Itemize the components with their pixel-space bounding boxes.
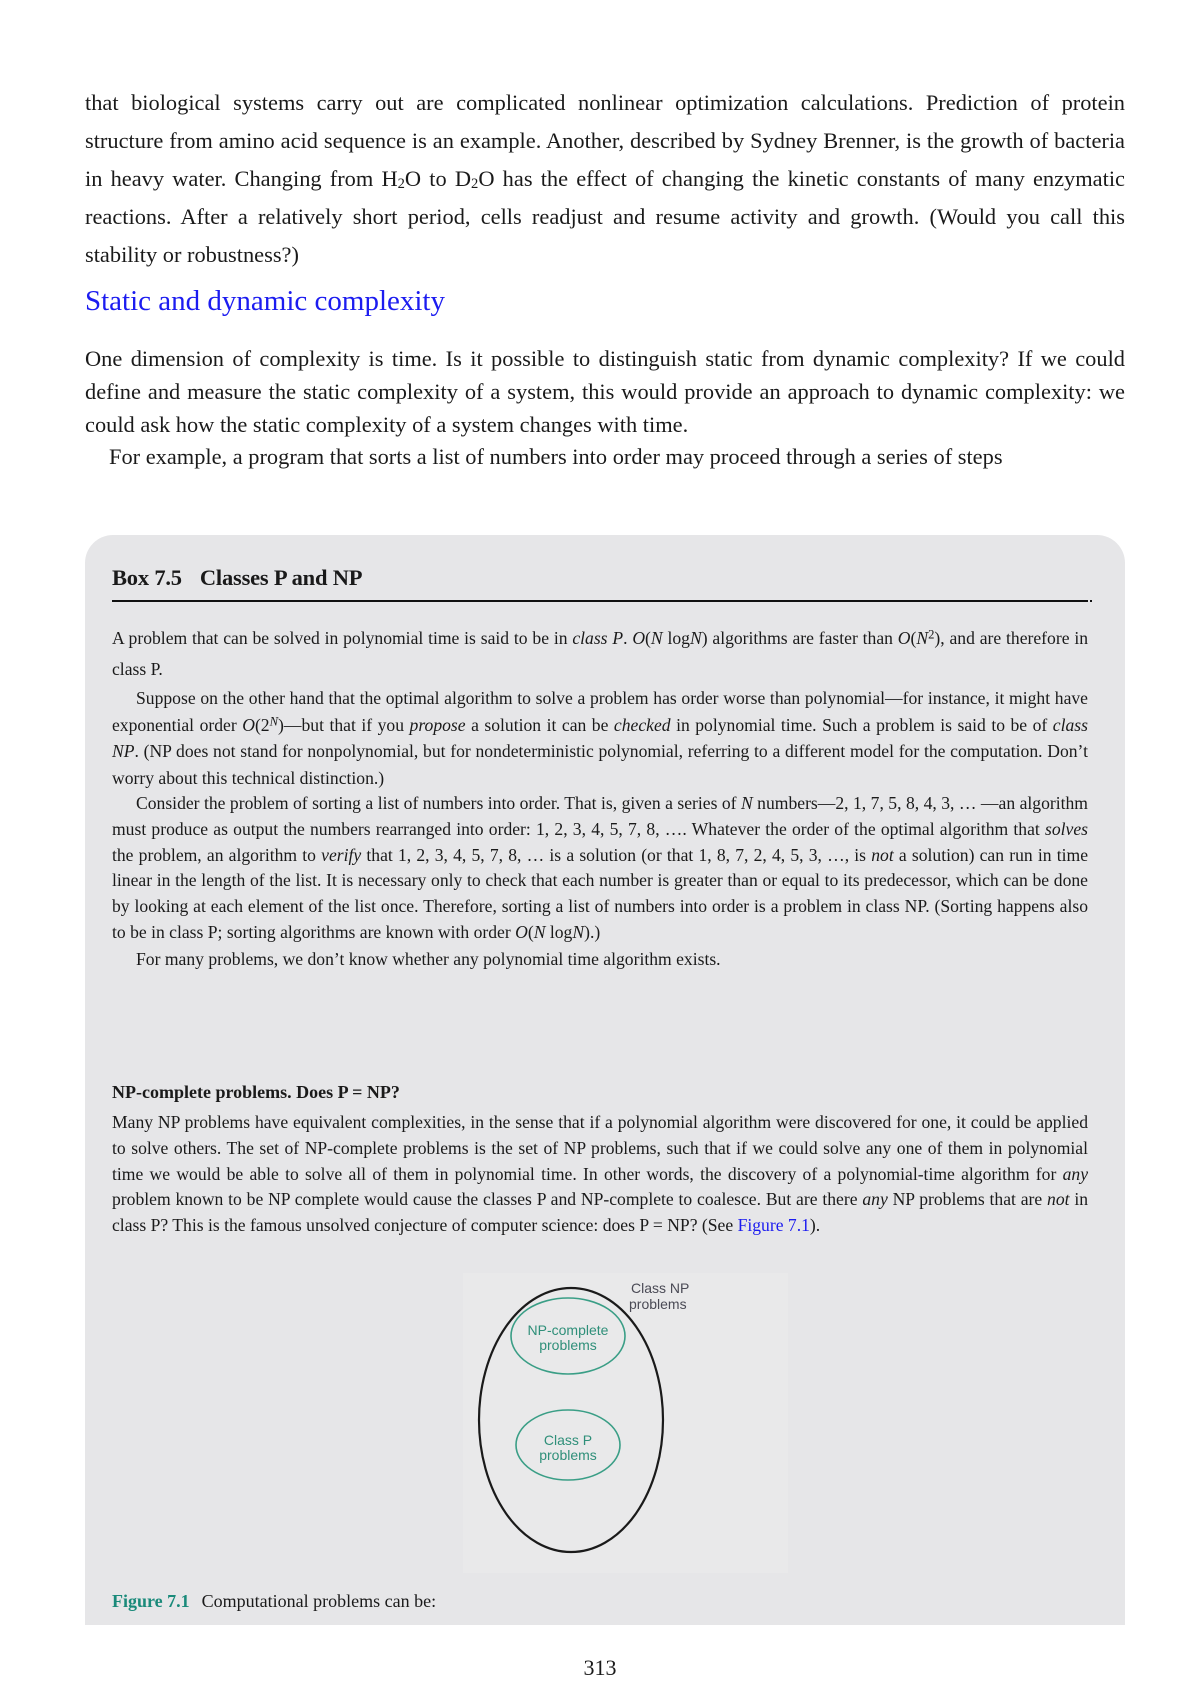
section-paragraph-2: For example, a program that sorts a list of numbers into order may proceed through a series of steps [109,444,1003,470]
figure-7-1-diagram [463,1273,788,1573]
box-label: Box 7.5 [112,565,182,590]
section-heading: Static and dynamic complexity [85,285,445,317]
np-complete-label-2: problems [539,1337,597,1353]
section-paragraph-1: One dimension of complexity is time. Is it possible to distinguish static from dynamic complexity? If we could define and measure the static complexity of a system, this would provide an approach to dynamic complexity: we could ask how the static complexity of a system changes with time. [85,346,1125,437]
figure-caption-text: Computational problems can be: [201,1591,437,1611]
np-complete-label-1: NP-complete [527,1322,609,1338]
figure-caption [112,1591,436,1612]
intro-text-c: O has the effect of changing the kinetic constants of many enzymatic reactions. After a relatively short period, cells readjust and resume activity and growth. (Would you call this stability or robustness?) [85,166,1125,267]
box-title [112,565,362,591]
class-p-label-1: Class P [543,1432,593,1448]
box-body [112,623,1088,973]
np-complete-body [112,1110,1088,1239]
np-complete-heading: NP-complete problems. Does P = NP? [112,1082,400,1102]
box-paragraph-3: Consider the problem of sorting a list of numbers into order. That is, given a series of N numbers—2, 1, 7, 5, 8, 4, 3, … —an algorithm must produce as output the numbers rearranged into order: 1, 2, 3, 4, 5, 7, 8, …. Whatever the order of the optimal algorithm that solves the problem, an algorithm to verify that 1, 2, 3, 4, 5, 7, 8, … is a solution (or that 1, 8, 7, 2, 4, 5, 3, …, is not a solution) can run in time linear in the length of the list. It is necessary only to check that each number is greater than or equal to its predecessor, which can be done by looking at each element of the list once. Therefore, sorting a list of numbers into order is a problem in class NP. (Sorting happens also to be in class P; sorting algorithms are known with order O(N logN).) [112,793,1088,942]
class-np-label-1: Class NP [631,1280,690,1296]
intro-text-b: O to D [404,166,472,191]
box-paragraph-2: Suppose on the other hand that the optimal algorithm to solve a problem has order worse than polynomial—for instance, it might have exponential order $O(2^N)—but$ that if you propose a solution it can be checked in polynomial time. Such a problem is said to be of class NP. (NP does not stand for nonpolynomial, but for nondeterministic polynomial, referring to a different model for the computation. Don’t worry about this technical distinction.) [112,688,1088,788]
box-classes-p-np [85,535,1125,1625]
intro-text-a: that biological systems carry out are complicated nonlinear optimization calculations. Prediction of protein structure from amino acid sequence is an example. Another, described by Sydney Brenner, is the growth of bacteria in heavy water. Changing from H [85,90,1125,191]
section-body [85,343,1125,474]
class-p-label-2: problems [539,1447,597,1463]
box-title-rule [112,600,1088,602]
subscript: 2 [471,176,479,193]
np-complete-paragraph: Many NP problems have equivalent complexities, in the sense that if a polynomial algorithm were discovered for one, it could be applied to solve others. The set of NP-complete problems is the set of NP problems, such that if we could solve any one of them in polynomial time we would be able to solve all of them in polynomial time. In other words, the discovery of a polynomial-time algorithm for any problem known to be NP complete would cause the classes P and NP-complete to coalesce. But are there any NP problems that are not in class P? This is the famous unsolved conjecture of computer science: does P = NP? (See Figure 7.1). [112,1112,1089,1236]
box-paragraph-1: A problem that can be solved in polynomial time is said to be in class P. O(N logN) algorithms are faster than $O(N^2)$, and are therefore in class P. [112,627,1089,679]
venn-diagram [463,1273,788,1573]
subscript: 2 [397,176,405,193]
box-title-text: Classes P and NP [199,565,363,590]
figure-7-1-link[interactable]: Figure 7.1 [737,1215,810,1236]
intro-paragraph [85,84,1125,274]
figure-label: Figure 7.1 [112,1591,190,1611]
class-np-label-2: problems [629,1296,687,1312]
box-paragraph-4: For many problems, we don’t know whether any polynomial time algorithm exists. [136,948,721,969]
page-number: 313 [583,1655,617,1680]
